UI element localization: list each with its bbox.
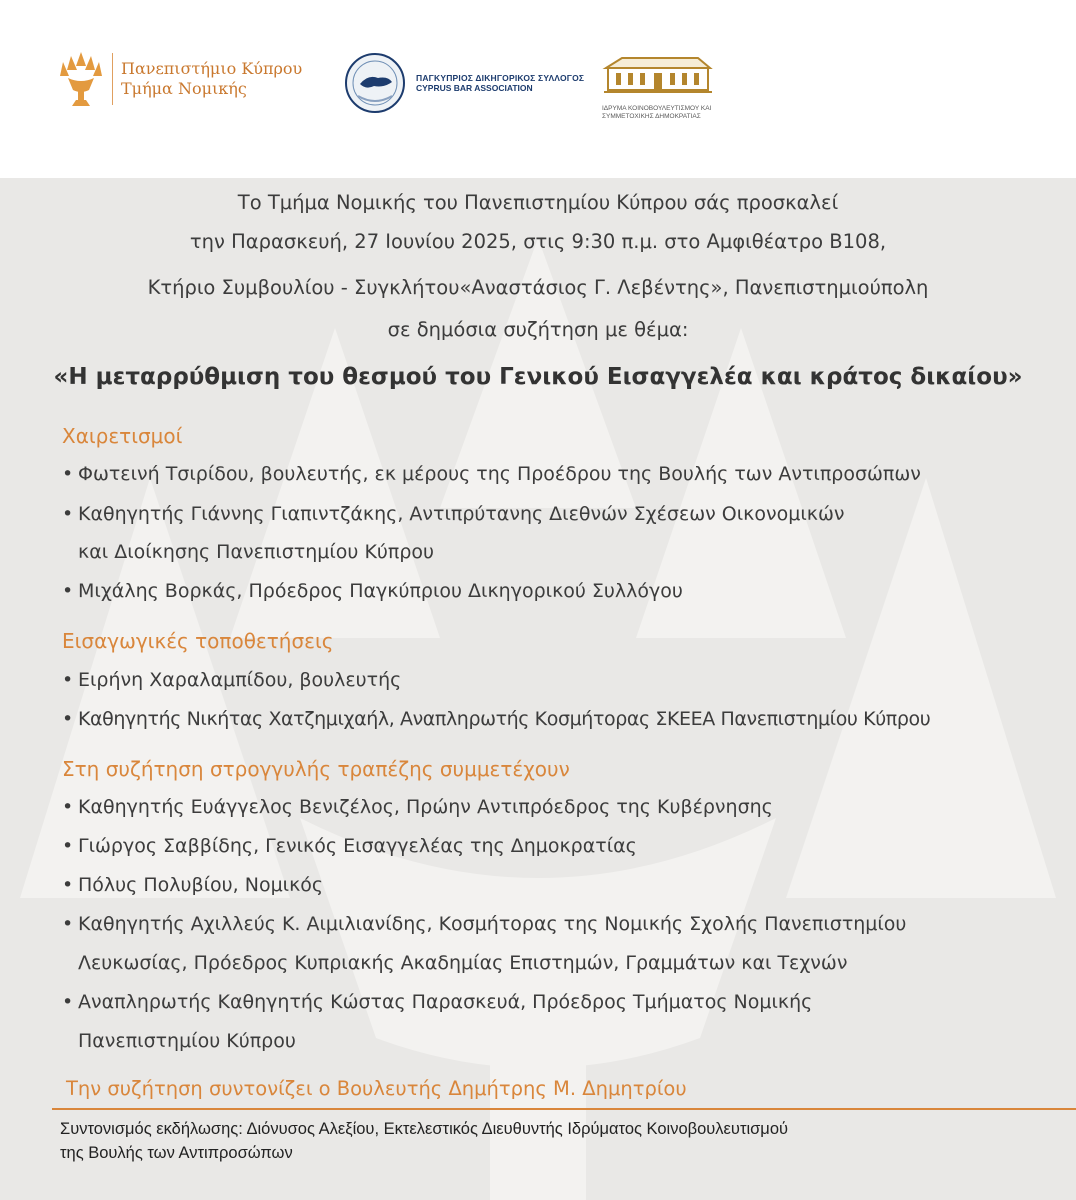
list-item: • Φωτεινή Τσιρίδου, βουλευτής, εκ μέρους της Προέδρου της Βουλής των Αντιπροσώπων xyxy=(62,463,921,485)
list-item-continuation: Πανεπιστημίου Κύπρου xyxy=(78,1030,296,1052)
ucy-logo xyxy=(58,50,302,108)
bar-association-logo xyxy=(344,52,584,114)
event-title: «Η μεταρρύθμιση του θεσμού του Γενικού Εισαγγελέα και κράτος δικαίου» xyxy=(53,364,1023,390)
list-item-continuation: και Διοίκησης Πανεπιστημίου Κύπρου xyxy=(78,541,435,563)
section-heading-greetings: Χαιρετισμοί xyxy=(62,424,183,448)
coordination-line-1: Συντονισμός εκδήλωσης: Διόνυσος Αλεξίου, Εκτελεστικός Διευθυντής Ιδρύματος Κοινοβουλευτισμού xyxy=(60,1120,789,1138)
list-item: • Καθηγητής Ευάγγελος Βενιζέλος, Πρώην Αντιπρόεδρος της Κυβέρνησης xyxy=(62,796,773,818)
bar-association-name-greek: ΠΑΓΚΥΠΡΙΟΣ ΔΙΚΗΓΟΡΙΚΟΣ ΣΥΛΛΟΓΟΣ xyxy=(416,72,585,83)
intro-line-2: την Παρασκευή, 27 Ιουνίου 2025, στις 9:30 π.μ. στο Αμφιθέατρο Β108, xyxy=(189,230,887,253)
list-item: • Αναπληρωτής Καθηγητής Κώστας Παρασκευά, Πρόεδρος Τμήματος Νομικής xyxy=(62,991,813,1013)
logo-header xyxy=(0,0,1076,178)
intro-line-1: Το Τμήμα Νομικής του Πανεπιστημίου Κύπρου σάς προσκαλεί xyxy=(237,191,839,214)
divider-line xyxy=(52,1108,1076,1110)
bar-association-name-english: CYPRUS BAR ASSOCIATION xyxy=(416,83,533,93)
foundation-name-line2: ΣΥΜΜΕΤΟΧΙΚΗΣ ΔΗΜΟΚΡΑΤΙΑΣ xyxy=(602,113,701,121)
foundation-name-line1: ΙΔΡΥΜΑ ΚΟΙΝΟΒΟΥΛΕΥΤΙΣΜΟΥ ΚΑΙ xyxy=(602,105,712,112)
bar-association-emblem-icon xyxy=(344,52,406,114)
ucy-name: Πανεπιστήμιο Κύπρου xyxy=(121,59,303,78)
coordination-note xyxy=(60,1118,788,1166)
list-item: • Γιώργος Σαββίδης, Γενικός Εισαγγελέας της Δημοκρατίας xyxy=(62,835,637,857)
section-heading-introductory: Εισαγωγικές τοποθετήσεις xyxy=(62,629,334,653)
list-item: • Μιχάλης Βορκάς, Πρόεδρος Παγκύπριου Δικηγορικού Συλλόγου xyxy=(62,580,683,602)
moderator-line: Την συζήτηση συντονίζει ο Βουλευτής Δημήτρης Μ. Δημητρίου xyxy=(66,1077,687,1100)
intro-line-4: σε δημόσια συζήτηση με θέμα: xyxy=(387,318,689,341)
ucy-tree-icon xyxy=(58,50,104,108)
list-item: • Καθηγητής Αχιλλεύς Κ. Αιμιλιανίδης, Κοσμήτορας της Νομικής Σχολής Πανεπιστημίου xyxy=(62,913,907,935)
building-icon xyxy=(602,54,714,96)
coordination-line-2: της Βουλής των Αντιπροσώπων xyxy=(60,1143,293,1162)
intro-line-3: Κτήριο Συμβουλίου - Συγκλήτου«Αναστάσιος Γ. Λεβέντης», Πανεπιστημιούπολη xyxy=(147,276,929,299)
list-item: • Ειρήνη Χαραλαμπίδου, βουλευτής xyxy=(62,669,402,691)
list-item: • Πόλυς Πολυβίου, Νομικός xyxy=(62,874,324,896)
list-item: • Καθηγητής Γιάννης Γιαπιντζάκης, Αντιπρύτανης Διεθνών Σχέσεων Οικονομικών xyxy=(62,503,845,525)
parliamentarism-foundation-logo xyxy=(602,54,732,122)
list-item-continuation: Λευκωσίας, Πρόεδρος Κυπριακής Ακαδημίας Επιστημών, Γραμμάτων και Τεχνών xyxy=(78,952,848,974)
section-heading-roundtable: Στη συζήτηση στρογγυλής τραπέζης συμμετέχουν xyxy=(62,757,570,781)
ucy-department: Τμήμα Νομικής xyxy=(121,79,247,98)
list-item: • Καθηγητής Νικήτας Χατζημιχαήλ, Αναπληρωτής Κοσμήτορας ΣΚΕΕΑ Πανεπιστημίου Κύπρου xyxy=(62,708,931,730)
ucy-divider xyxy=(112,53,113,105)
